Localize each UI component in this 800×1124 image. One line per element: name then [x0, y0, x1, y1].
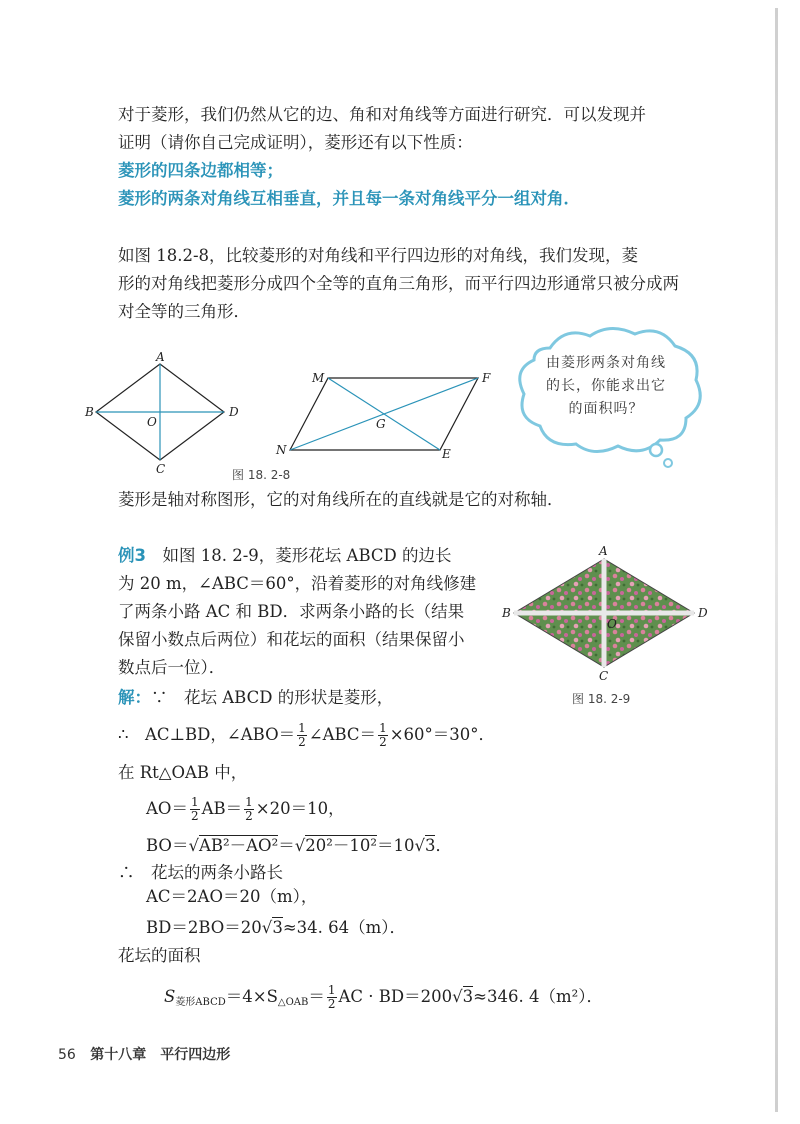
solution-line-5	[146, 833, 452, 859]
example-line-5: 数点后一位）．	[118, 658, 226, 677]
label-f: F	[482, 371, 491, 385]
solution-text-1: ∵ 花坛 ABCD 的形状是菱形，	[151, 688, 394, 707]
label-o: O	[147, 415, 157, 429]
example-line-3: 了两条小路 AC 和 BD．求两条小路的长（结果	[118, 602, 465, 621]
chapter-title: 第十八章 平行四边形	[90, 1047, 231, 1063]
label-e: E	[442, 447, 451, 461]
sol-l5b: AB²－AO²	[198, 836, 279, 855]
sol-l10a: S	[164, 987, 176, 1006]
sol-l5c: ＝√	[278, 836, 306, 855]
sol-l5f: 3	[424, 836, 436, 855]
sol-l10c: ＝	[308, 987, 325, 1006]
parallelogram-diagonal-fn	[290, 378, 478, 450]
fraction-half: $\frac{1}{2}$	[245, 795, 253, 823]
sol-l4a: AO＝	[146, 799, 188, 818]
solution-line-6: ∴ 花坛的两条小路长	[118, 863, 283, 882]
fig2-label-b: B	[502, 606, 511, 620]
label-b: B	[85, 405, 94, 419]
figure-18-2-8	[80, 352, 510, 482]
solution-line-10	[164, 984, 603, 1016]
solution-line-8	[146, 915, 406, 941]
example-line-4: 保留小数点后两位）和花坛的面积（结果保留小	[118, 630, 465, 649]
figure-18-2-8-caption: 图 18. 2-8	[232, 468, 291, 482]
intro-line-2: 证明（请你自己完成证明），菱形还有以下性质：	[118, 133, 473, 152]
fraction-half: $\frac{1}{2}$	[298, 721, 306, 749]
compare-line-3: 对全等的三角形．	[118, 302, 250, 321]
label-a: A	[156, 352, 165, 364]
sol-l8a: BD＝2BO＝20√	[146, 918, 273, 937]
sol-l5d: 20²－10²	[305, 836, 377, 855]
page-number: 56	[58, 1047, 76, 1063]
sol-l2a: ∴ AC⊥BD，∠ABO＝	[118, 725, 296, 744]
example-line-1	[118, 543, 451, 569]
example-tag: 例3	[118, 546, 146, 565]
fraction-half: $\frac{1}{2}$	[190, 795, 199, 823]
compare-line-2: 形的对角线把菱形分成四个全等的直角三角形，而平行四边形通常只被分成两	[118, 274, 679, 293]
fraction-half: $\frac{1}{2}$	[379, 721, 387, 749]
fig2-label-o: O	[607, 617, 617, 631]
sol-l5a: BO＝√	[146, 836, 199, 855]
fig2-label-d: D	[698, 606, 708, 620]
compare-line-1: 如图 18.2-8，比较菱形的对角线和平行四边形的对角线，我们发现，菱	[118, 246, 639, 265]
sol-l10sub2: △OAB	[277, 997, 309, 1008]
solution-line-1	[118, 685, 393, 711]
sol-l8c: ≈34. 64（m）．	[282, 918, 407, 937]
fig2-label-c: C	[599, 669, 609, 683]
fig2-label-a: A	[599, 545, 608, 558]
label-g: G	[376, 417, 386, 431]
label-m: M	[312, 371, 325, 385]
page-footer	[58, 1044, 230, 1064]
page-edge	[775, 8, 778, 1112]
fraction-half: $\frac{1}{2}$	[327, 983, 336, 1011]
example-line-2: 为 20 m，∠ABC＝60°，沿着菱形的对角线修建	[118, 574, 477, 593]
sol-l2c: ×60°＝30°．	[389, 725, 496, 744]
figure-18-2-9-caption: 图 18. 2-9	[572, 692, 631, 706]
property-1: 菱形的四条边都相等；	[118, 161, 283, 180]
sol-l4b: AB＝	[201, 799, 243, 818]
label-c: C	[156, 462, 166, 476]
label-d: D	[229, 405, 239, 419]
sol-l4c: ×20＝10，	[255, 799, 345, 818]
sol-l10d: AC · BD＝200√	[338, 987, 463, 1006]
example-text-1: 如图 18. 2-9，菱形花坛 ABCD 的边长	[162, 546, 452, 565]
sol-l8b: 3	[272, 918, 283, 937]
figure-18-2-9	[500, 545, 720, 690]
solution-line-7: AC＝2AO＝20（m），	[146, 887, 318, 906]
sol-l5g: ．	[435, 836, 452, 855]
label-n: N	[276, 443, 287, 457]
solution-line-3: 在 Rt△OAB 中，	[118, 763, 248, 782]
sol-l10b: ＝4×S	[225, 987, 278, 1006]
sol-l10e: 3	[462, 987, 474, 1006]
sol-l10sub: 菱形ABCD	[175, 997, 226, 1008]
cloud-text: 由菱形两条对角线的长，你能求出它的面积吗？	[546, 355, 666, 417]
intro-line-1: 对于菱形，我们仍然从它的边、角和对角线等方面进行研究．可以发现并	[118, 105, 646, 124]
solution-line-4	[146, 796, 345, 823]
sol-l10f: ≈346. 4（m²）．	[473, 987, 603, 1006]
sol-l2b: ∠ABC＝	[308, 725, 377, 744]
solution-line-9: 花坛的面积	[118, 946, 201, 965]
sol-l5e: ＝10√	[376, 836, 425, 855]
property-2: 菱形的两条对角线互相垂直，并且每一条对角线平分一组对角．	[118, 189, 580, 208]
symmetry-text: 菱形是轴对称图形，它的对角线所在的直线就是它的对称轴．	[118, 490, 564, 509]
solution-line-2	[118, 722, 495, 749]
solution-tag: 解：	[118, 688, 151, 707]
